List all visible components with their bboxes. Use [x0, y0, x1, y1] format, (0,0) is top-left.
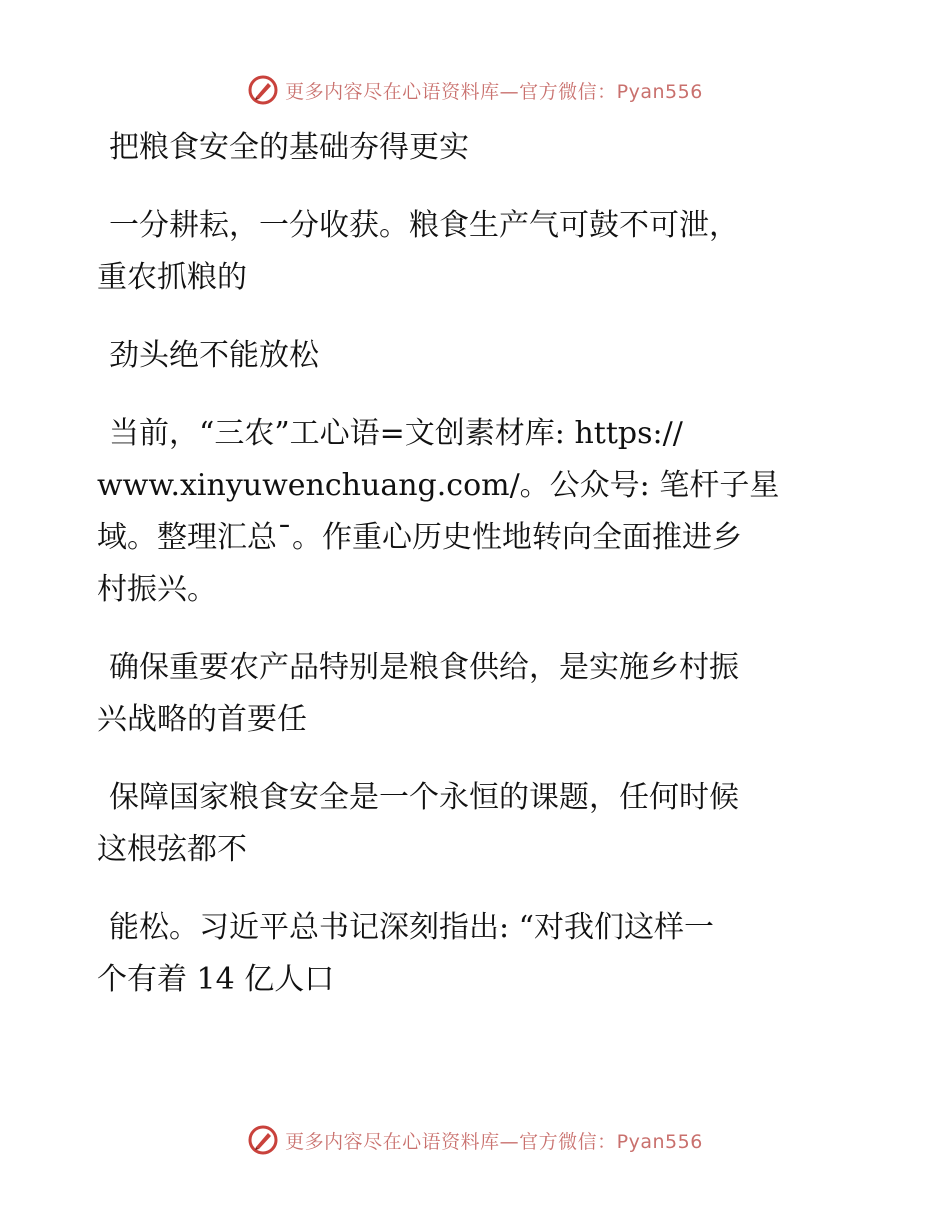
paragraph-line: 域。整理汇总¯。作重心历史性地转向全面推进乡: [97, 520, 742, 555]
header-banner-text: 更多内容尽在心语资料库—官方微信：Pyan556: [285, 80, 703, 103]
paragraph: [97, 408, 837, 616]
paragraph: [97, 902, 837, 1006]
document-body: [97, 122, 837, 1032]
paragraph-line: 保障国家粮食安全是一个永恒的课题，任何时候: [109, 780, 739, 815]
header-banner: [0, 70, 950, 110]
paragraph-line: 当前，“三农”工心语=文创素材库: https://: [109, 416, 683, 451]
paragraph: [97, 200, 837, 304]
paragraph-line: 一分耕耘，一分收获。粮食生产气可鼓不可泄，: [109, 208, 739, 243]
paragraph-line: www.xinyuwenchuang.com/。公众号: 笔杆子星: [97, 468, 780, 503]
pen-logo-icon: [247, 1124, 279, 1156]
paragraph-line: 重农抓粮的: [97, 260, 247, 295]
footer-banner-inner: [247, 1124, 703, 1156]
footer-banner: [0, 1120, 950, 1160]
paragraph-line: 兴战略的首要任: [97, 702, 307, 737]
paragraph-line: 把粮食安全的基础夯得更实: [109, 130, 469, 165]
header-banner-inner: [247, 74, 703, 106]
pen-logo-icon: [247, 74, 279, 106]
paragraph-line: 能松。习近平总书记深刻指出: “对我们这样一: [109, 910, 714, 945]
paragraph-line: 劲头绝不能放松: [109, 338, 319, 373]
paragraph-line: 这根弦都不: [97, 832, 247, 867]
paragraph-line: 确保重要农产品特别是粮食供给，是实施乡村振: [109, 650, 739, 685]
paragraph: [97, 772, 837, 876]
paragraph-line: 村振兴。: [97, 572, 217, 607]
paragraph: [97, 642, 837, 746]
footer-banner-text: 更多内容尽在心语资料库—官方微信：Pyan556: [285, 1130, 703, 1153]
paragraph: [97, 330, 837, 382]
paragraph-line: 个有着 14 亿人口: [97, 962, 335, 997]
paragraph: [97, 122, 837, 174]
